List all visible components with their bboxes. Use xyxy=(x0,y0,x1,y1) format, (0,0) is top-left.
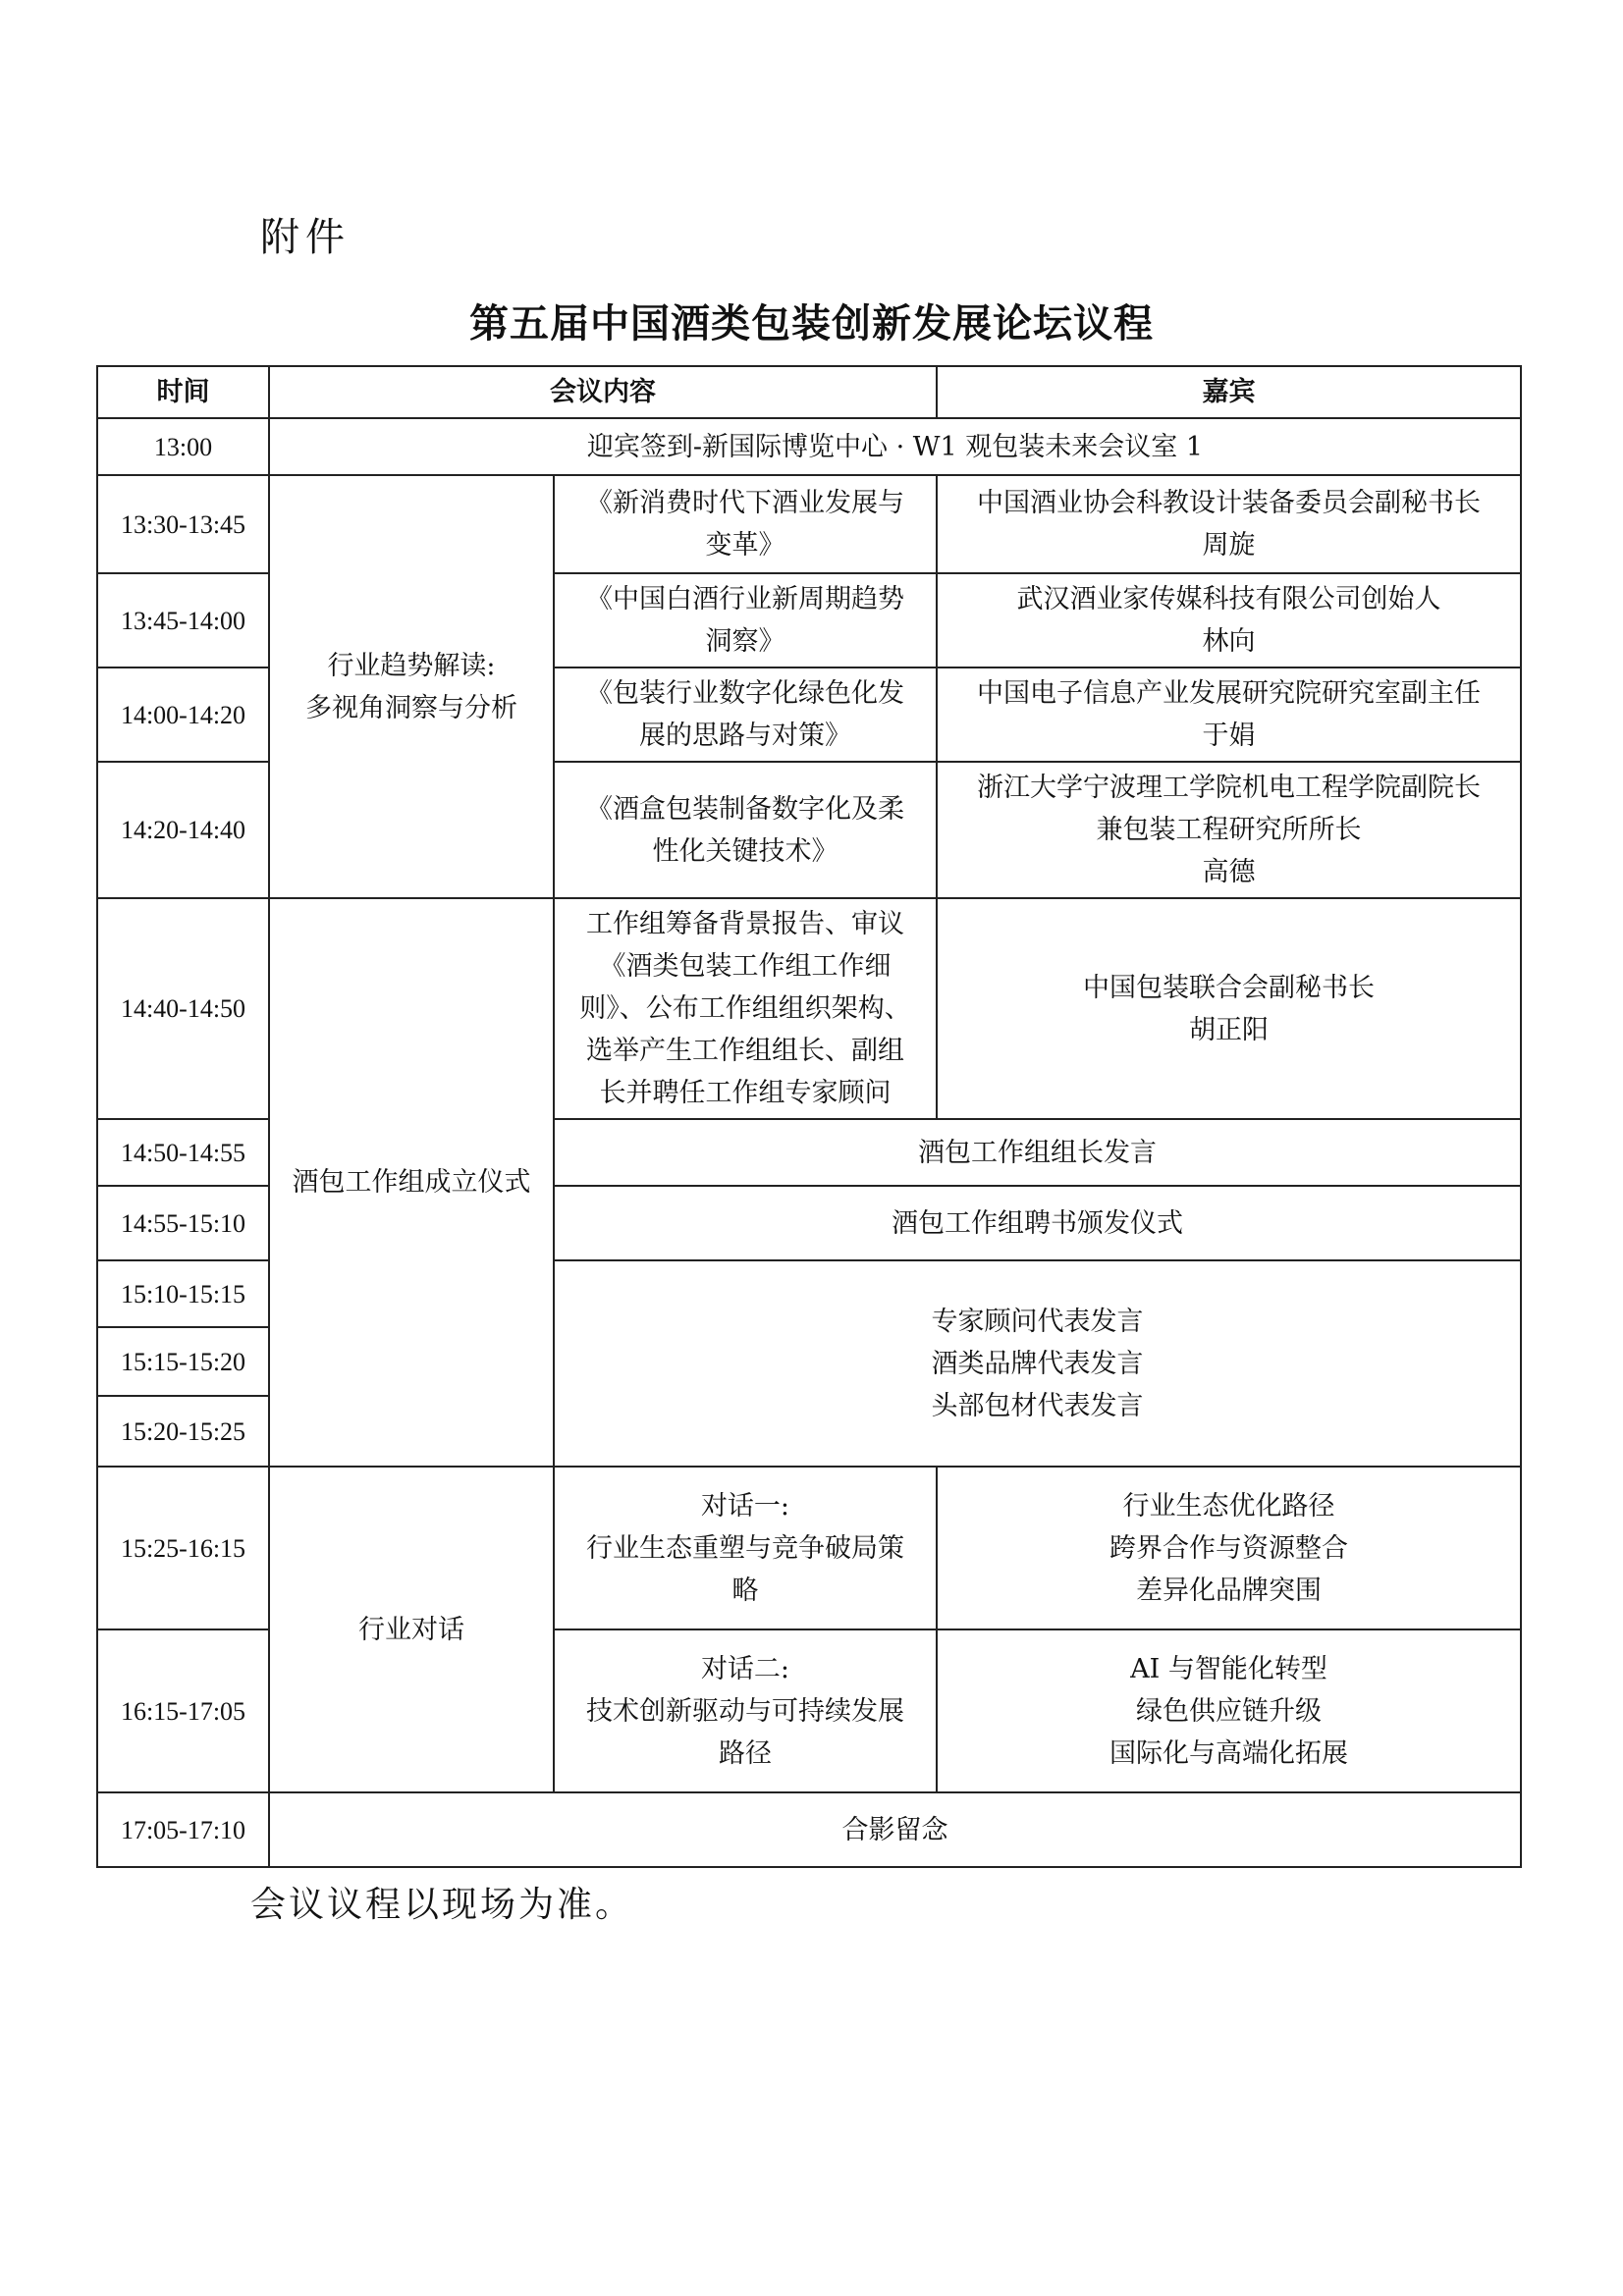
time-cell: 16:15-17:05 xyxy=(97,1629,269,1792)
header-content: 会议内容 xyxy=(269,366,937,418)
talk-topic: 《酒盒包装制备数字化及柔 性化关键技术》 xyxy=(554,762,937,898)
time-cell: 15:15-15:20 xyxy=(97,1327,269,1396)
award-text: 酒包工作组聘书颁发仪式 xyxy=(554,1186,1521,1260)
header-row xyxy=(97,366,1521,418)
talk-guest: 浙江大学宁波理工学院机电工程学院副院长 兼包装工程研究所所长 高德 xyxy=(937,762,1521,898)
section-dialogue-name: 行业对话 xyxy=(269,1467,554,1792)
time-cell: 14:40-14:50 xyxy=(97,898,269,1119)
time-cell: 15:10-15:15 xyxy=(97,1260,269,1327)
photo-row xyxy=(97,1792,1521,1867)
report-row xyxy=(97,898,1521,1119)
header-time: 时间 xyxy=(97,366,269,418)
talk-guest: 武汉酒业家传媒科技有限公司创始人 林向 xyxy=(937,573,1521,667)
dialogue-points: 行业生态优化路径 跨界合作与资源整合 差异化品牌突围 xyxy=(937,1467,1521,1629)
talk-topic: 《新消费时代下酒业发展与 变革》 xyxy=(554,475,937,573)
time-cell: 13:45-14:00 xyxy=(97,573,269,667)
talk-row xyxy=(97,475,1521,573)
dialogue-points: AI 与智能化转型 绿色供应链升级 国际化与高端化拓展 xyxy=(937,1629,1521,1792)
agenda-table xyxy=(96,365,1522,1868)
dialogue-topic: 对话一: 行业生态重塑与竞争破局策 略 xyxy=(554,1467,937,1629)
time-cell: 15:25-16:15 xyxy=(97,1467,269,1629)
talk-topic: 《包装行业数字化绿色化发 展的思路与对策》 xyxy=(554,667,937,762)
document-title: 第五届中国酒类包装创新发展论坛议程 xyxy=(469,300,1154,347)
dialogue-topic: 对话二: 技术创新驱动与可持续发展 路径 xyxy=(554,1629,937,1792)
header-guest: 嘉宾 xyxy=(937,366,1521,418)
time-cell: 14:55-15:10 xyxy=(97,1186,269,1260)
speech-text: 酒包工作组组长发言 xyxy=(554,1119,1521,1186)
footnote: 会议议程以现场为准。 xyxy=(250,1885,634,1925)
checkin-row xyxy=(97,418,1521,475)
section-trends-name: 行业趋势解读: 多视角洞察与分析 xyxy=(269,475,554,898)
time-cell: 13:30-13:45 xyxy=(97,475,269,573)
talk-guest: 中国酒业协会科教设计装备委员会副秘书长 周旋 xyxy=(937,475,1521,573)
section-ceremony-name: 酒包工作组成立仪式 xyxy=(269,898,554,1467)
report-topic: 工作组筹备背景报告、审议 《酒类包装工作组工作细 则》、公布工作组组织架构、 选举产生工作组组长、副组 长并聘任工作组专家顾问 xyxy=(554,898,937,1119)
checkin-text: 迎宾签到-新国际博览中心 · W1 观包装未来会议室 1 xyxy=(269,418,1521,475)
attachment-label: 附件 xyxy=(260,215,351,260)
reps-text: 专家顾问代表发言 酒类品牌代表发言 头部包材代表发言 xyxy=(554,1260,1521,1467)
time-cell: 15:20-15:25 xyxy=(97,1396,269,1467)
talk-guest: 中国电子信息产业发展研究院研究室副主任 于娟 xyxy=(937,667,1521,762)
time-cell: 13:00 xyxy=(97,418,269,475)
dialogue-row xyxy=(97,1467,1521,1629)
time-cell: 14:00-14:20 xyxy=(97,667,269,762)
photo-text: 合影留念 xyxy=(269,1792,1521,1867)
time-cell: 14:20-14:40 xyxy=(97,762,269,898)
time-cell: 17:05-17:10 xyxy=(97,1792,269,1867)
report-guest: 中国包装联合会副秘书长 胡正阳 xyxy=(937,898,1521,1119)
talk-topic: 《中国白酒行业新周期趋势 洞察》 xyxy=(554,573,937,667)
time-cell: 14:50-14:55 xyxy=(97,1119,269,1186)
